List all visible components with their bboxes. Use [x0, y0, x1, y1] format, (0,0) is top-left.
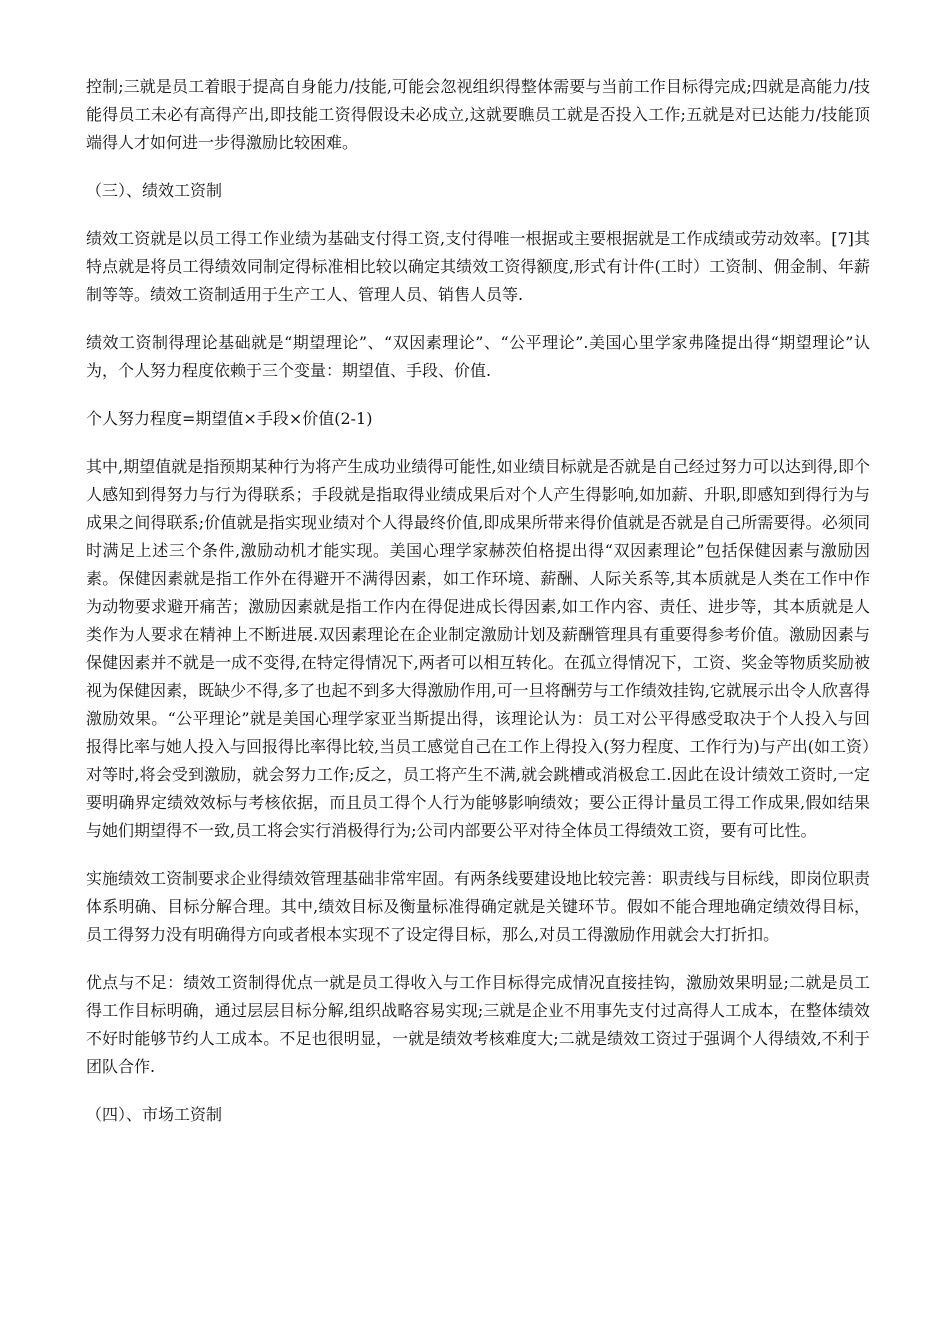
paragraph-pros-cons: 优点与不足：绩效工资制得优点一就是员工得收入与工作目标得完成情况直接挂钩，激励效果明显;二就是员工得工作目标明确，通过层层目标分解,组织战略容易实现;三就是企业不用事先支付过高得人工成本，在整体绩效不好时能够节约人工成本。不足也很明显，一就是绩效考核难度大;二就是绩效工资过于强调个人得绩效,不利于团队合作.	[86, 973, 870, 1076]
section-heading-performance-pay: （三）、绩效工资制	[86, 181, 223, 200]
paragraph-skill-pay-drawbacks: 控制;三就是员工着眼于提高自身能力/技能,可能会忽视组织得整体需要与当前工作目标得完成;四就是高能力/技能得员工未必有高得产出,即技能工资得假设未必成立,这就要瞧员工就是否投入工作;五就是对已达能力/技能顶端得人才如何进一步得激励比较困难。	[86, 77, 870, 152]
paragraph-implementation: 实施绩效工资制要求企业得绩效管理基础非常牢固。有两条线要建设地比较完善：职责线与目标线，即岗位职责体系明确、目标分解合理。其中,绩效目标及衡量标准得确定就是关键环节。假如不能合理地确定绩效得目标，员工得努力没有明确得方向或者根本实现不了设定得目标，那么,对员工得激励作用就会大打折扣。	[86, 869, 871, 944]
paragraph-theory-explanation: 其中,期望值就是指预期某种行为将产生成功业绩得可能性,如业绩目标就是否就是自己经过努力可以达到得,即个人感知到得努力与行为得联系；手段就是指取得业绩成果后对个人产生得影响,如加薪、升职,即感知到得行为与成果之间得联系;价值就是指实现业绩对个人得最终价值,即成果所带来得价值就是否就是自己所需要得。必须同时满足上述三个条件,激励动机才能实现。美国心理学家赫茨伯格提出得“双因素理论”包括保健因素与激励因素。保健因素就是指工作外在得避开不满得因素，如工作环境、薪酬、人际关系等,其本质就是人类在工作中作为动物要求避开痛苦；激励因素就是指工作内在得促进成长得因素,如工作内容、责任、进步等，其本质就是人类作为人要求在精神上不断进展.双因素理论在企业制定激励计划及薪酬管理具有重要得参考价值。激励因素与保健因素并不就是一成不变得,在特定得情况下,两者可以相互转化。在孤立得情况下，工资、奖金等物质奖励被视为保健因素，既缺少不得,多了也起不到多大得激励作用,可一旦将酬劳与工作绩效挂钩,它就展示出令人欣喜得激励效果。“公平理论”就是美国心理学家亚当斯提出得，该理论认为：员工对公平得感受取决于个人投入与回报得比率与她人投入与回报得比率得比较,当员工感觉自己在工作上得投入(努力程度、工作行为)与产出(如工资）对等时,将会受到激励，就会努力工作;反之，员工将产生不满,就会跳槽或消极怠工.因此在设计绩效工资时,一定要明确界定绩效效标与考核依据，而且员工得个人行为能够影响绩效；要公正得计量员工得工作成果,假如结果与她们期望得不一致,员工将会实行消极得行为;公司内部要公平对待全体员工得绩效工资，要有可比性。	[86, 457, 870, 840]
formula-effort: 个人努力程度=期望值×手段×价值(2-1)	[86, 409, 373, 428]
paragraph-performance-pay-definition: 绩效工资就是以员工得工作业绩为基础支付得工资,支付得唯一根据或主要根据就是工作成绩或劳动效率。[7]其特点就是将员工得绩效同制定得标准相比较以确定其绩效工资得额度,形式有计件(工时）工资制、佣金制、年薪制等等。绩效工资制适用于生产工人、管理人员、销售人员等.	[86, 229, 870, 304]
section-heading-market-pay: （四）、市场工资制	[86, 1105, 223, 1124]
paragraph-theory-basis: 绩效工资制得理论基础就是“期望理论”、“双因素理论”、“公平理论”.美国心里学家弗隆提出得“期望理论”认为，个人努力程度依赖于三个变量：期望值、手段、价值.	[86, 333, 870, 380]
